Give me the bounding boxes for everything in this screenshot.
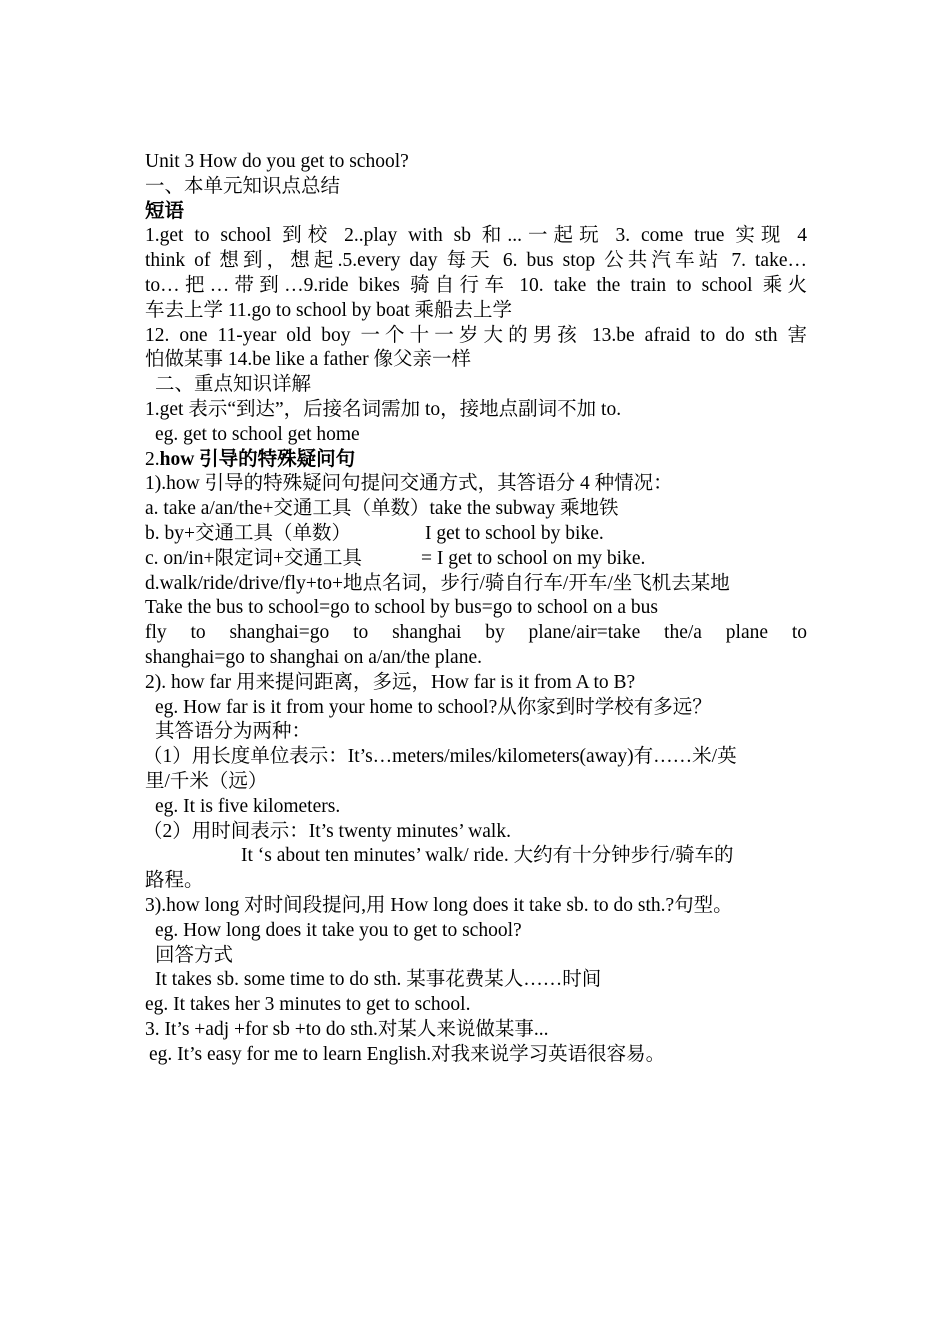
point-line: [145, 522, 807, 547]
example-line: eg. It’s easy for me to learn English.对我来说学习英语很容易。: [149, 1043, 666, 1065]
point-line: It takes sb. some time to do sth. 某事花费某人……时间: [155, 969, 602, 991]
point-line: 1).how 引导的特殊疑问句提问交通方式，其答语分 4 种情况：: [145, 473, 673, 495]
point-line: 1.get 表示“到达”，后接名词需加 to，接地点副词不加 to.: [145, 398, 622, 420]
section-heading-details: 二、重点知识详解: [155, 374, 312, 396]
subheading-number: 2.: [145, 448, 160, 470]
point-line: 2). how far 用来提问距离，多远，How far is it from A to B?: [145, 671, 636, 693]
point-line: 其答语分为两种：: [155, 721, 312, 743]
subheading-text: how 引导的特殊疑问句: [159, 448, 356, 470]
point-line: 回答方式: [155, 944, 234, 966]
phrase-line: 1.get to school 到校 2..play with sb 和...一起玩 3. come true 实现 4: [145, 225, 807, 247]
phrase-line: 12. one 11-year old boy 一个十一岁大的男孩 13.be afraid to do sth 害: [145, 324, 807, 346]
example-line: eg. It takes her 3 minutes to get to school.: [145, 994, 471, 1016]
phrase-line: to…把…带到…9.ride bikes 骑自行车 10. take the train to school 乘火: [145, 274, 807, 296]
point-line: 里/千米（远）: [145, 770, 268, 792]
section-heading-summary: 一、本单元知识点总结: [145, 175, 341, 197]
point-line: （2）用时间表示：It’s twenty minutes’ walk.: [143, 820, 511, 842]
subheading-how-questions: [145, 448, 807, 473]
rule-text: c. on/in+限定词+交通工具: [145, 547, 362, 569]
example-line: eg. It is five kilometers.: [155, 795, 341, 817]
point-line: a. take a/an/the+交通工具（单数）take the subway 乘地铁: [145, 498, 619, 520]
rule-text: b. by+交通工具（单数）: [145, 522, 351, 544]
phrase-line: 怕做某事 14.be like a father 像父亲一样: [145, 349, 472, 371]
phrase-line: think of 想到，想起.5.every day 每天 6. bus stop 公共汽车站 7. take…: [145, 250, 807, 272]
point-line: shanghai=go to shanghai on a/an/the plane.: [145, 646, 482, 668]
example-line: eg. get to school get home: [155, 423, 360, 445]
unit-title: Unit 3 How do you get to school?: [145, 151, 409, 172]
rule-example: = I get to school on my bike.: [421, 547, 646, 569]
document-body: [145, 150, 807, 1067]
point-line: （1）用长度单位表示：It’s…meters/miles/kilometers(away)有……米/英: [143, 746, 737, 768]
subheading-phrases: 短语: [145, 200, 185, 222]
point-line: fly to shanghai=go to shanghai by plane/air=take the/a plane to: [145, 622, 807, 644]
point-line: 3. It’s +adj +for sb +to do sth.对某人来说做某事...: [145, 1018, 549, 1040]
point-line: 3).how long 对时间段提问,用 How long does it take sb. to do sth.?句型。: [145, 894, 733, 916]
example-line: It ‘s about ten minutes’ walk/ ride. 大约有十分钟步行/骑车的: [241, 845, 734, 867]
rule-example: I get to school by bike.: [425, 522, 604, 544]
phrase-line: 车去上学 11.go to school by boat 乘船去上学: [145, 299, 513, 321]
point-line: d.walk/ride/drive/fly+to+地点名词，步行/骑自行车/开车/坐飞机去某地: [145, 572, 730, 594]
point-line: Take the bus to school=go to school by bus=go to school on a bus: [145, 597, 658, 619]
example-line: eg. How far is it from your home to school?从你家到时学校有多远？: [155, 696, 712, 718]
point-line: 路程。: [145, 870, 204, 892]
point-line: [145, 547, 807, 572]
example-line: eg. How long does it take you to get to school?: [155, 919, 522, 941]
